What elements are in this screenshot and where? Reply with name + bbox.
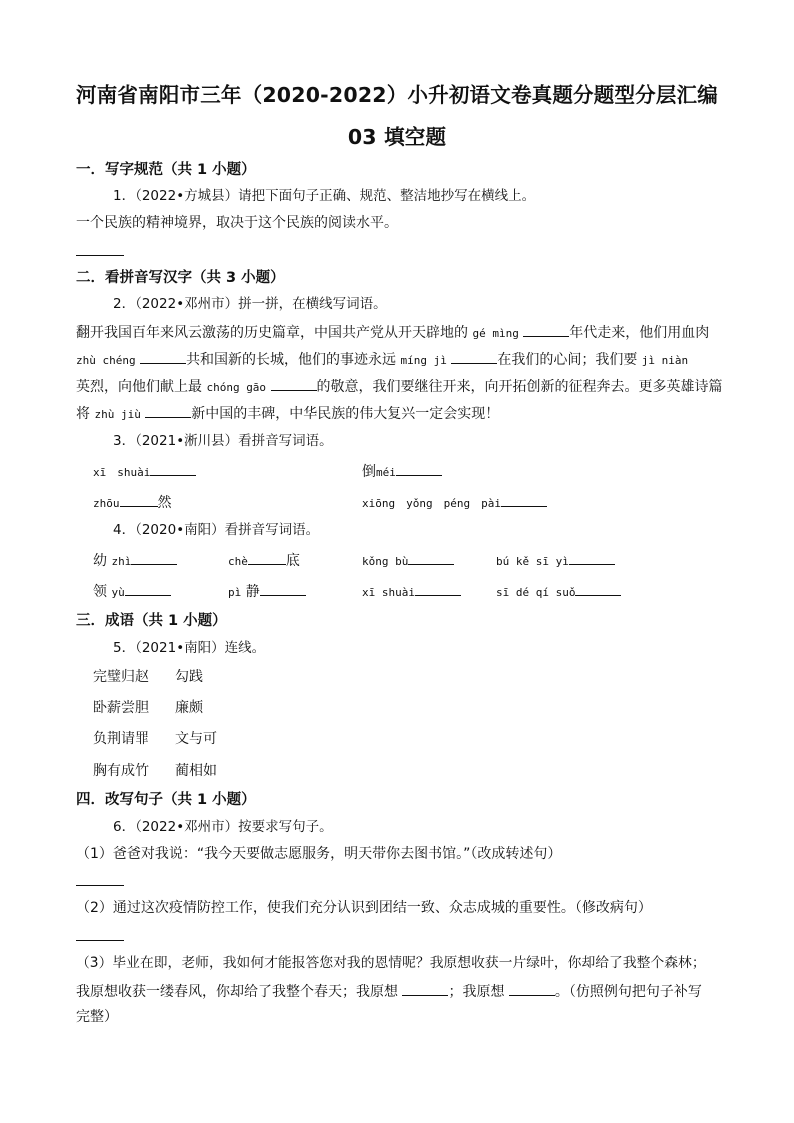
q4-item-c — [362, 550, 454, 572]
question-5-head: 5．（2021•南阳）连线。 — [113, 640, 266, 656]
answer-blank[interactable] — [131, 550, 177, 565]
answer-blank[interactable] — [150, 461, 196, 476]
document-title: 河南省南阳市三年（2020-2022）小升初语文卷真题分题型分层汇编 — [76, 83, 718, 107]
pinyin-label: yù — [111, 586, 125, 599]
question-1-head: 1．（2022•方城县）请把下面句子正确、规范、整洁地抄写在横线上。 — [113, 188, 536, 204]
pinyin-label: míng jì — [400, 354, 447, 367]
question-6-part-1: （1）爸爸对我说：“我今天要做志愿服务，明天带你去图书馆。”（改成转述句） — [76, 846, 562, 862]
pinyin-label: chóng gāo — [206, 381, 267, 394]
q2-text: 共和国新的长城，他们的事迹永远 — [186, 352, 397, 368]
idiom-left-3[interactable]: 负荆请罪 — [93, 731, 149, 747]
question-6-part-3-line-2 — [76, 981, 702, 1002]
pinyin-label: zhù jiù — [94, 408, 141, 421]
answer-blank[interactable] — [575, 581, 621, 596]
question-2-line-2 — [76, 349, 688, 371]
q3-item-d — [362, 492, 547, 514]
document-subtitle: 03 填空题 — [347, 125, 447, 149]
answer-blank[interactable] — [140, 349, 186, 364]
q4-item-e — [93, 581, 171, 603]
hanzi-prefix: 倒 — [362, 464, 376, 480]
hanzi-prefix: 领 — [93, 584, 107, 600]
question-2-line-4 — [76, 403, 499, 425]
q2-text: 年代走来，他们用血肉 — [569, 325, 710, 341]
answer-line-6-1[interactable] — [76, 885, 124, 886]
answer-blank[interactable] — [569, 550, 615, 565]
q4-item-f — [228, 581, 306, 603]
section-heading-3: 三．成语（共 1 小题） — [76, 613, 227, 629]
question-2-line-1 — [76, 322, 709, 344]
question-3-head: 3．（2021•淅川县）看拼音写词语。 — [113, 433, 333, 449]
q3-item-b — [362, 461, 442, 483]
q2-text: 将 — [76, 406, 90, 422]
q4-item-h — [496, 581, 621, 603]
pinyin-label: bú kě sī yì — [496, 555, 569, 568]
q2-text: 英烈，向他们献上最 — [76, 379, 202, 395]
question-2-line-3 — [76, 376, 723, 398]
answer-blank[interactable] — [271, 376, 317, 391]
answer-blank[interactable] — [415, 581, 461, 596]
q6-text: ；我原想 — [448, 984, 505, 1000]
section-heading-1: 一．写字规范（共 1 小题） — [76, 162, 256, 178]
question-6-part-2: （2）通过这次疫情防控工作，使我们充分认识到团结一致、众志成城的重要性。（修改病句） — [76, 900, 652, 916]
question-4-head: 4．（2020•南阳）看拼音写词语。 — [113, 522, 320, 538]
q2-text: 的敬意，我们要继往开来，向开拓创新的征程奔去。更多英雄诗篇 — [316, 379, 723, 395]
hanzi-suffix: 然 — [157, 495, 172, 511]
q4-item-a — [93, 550, 177, 572]
q6-text: 。（仿照例句把句子补写 — [554, 984, 702, 1000]
pinyin-label: zhì — [111, 555, 132, 568]
pinyin-label: pì — [228, 586, 242, 599]
answer-blank[interactable] — [451, 349, 497, 364]
q3-item-a — [93, 461, 196, 483]
q6-text: 我原想收获一缕春风，你却给了我整个春天；我原想 — [76, 984, 398, 1000]
q2-text: 新中国的丰碑，中华民族的伟大复兴一定会实现！ — [191, 406, 500, 422]
pinyin-label: xī shuài — [93, 466, 151, 479]
pinyin-label: xī shuài — [362, 586, 415, 599]
answer-blank[interactable] — [408, 550, 454, 565]
q3-item-c — [93, 492, 172, 514]
q2-text: 在我们的心间；我们要 — [497, 352, 638, 368]
hanzi-prefix: 幼 — [93, 553, 107, 569]
pinyin-label: zhù chéng — [76, 354, 136, 367]
q4-item-g — [362, 581, 461, 603]
answer-blank[interactable] — [523, 322, 569, 337]
pinyin-label: gé mìng — [472, 327, 519, 340]
answer-line-1[interactable] — [76, 255, 124, 256]
idiom-right-2[interactable]: 廉颇 — [175, 700, 203, 716]
question-6-part-3-line-3: 完整） — [76, 1009, 118, 1025]
question-6-head: 6．（2022•邓州市）按要求写句子。 — [113, 819, 333, 835]
section-heading-4: 四．改写句子（共 1 小题） — [76, 792, 256, 808]
answer-blank[interactable] — [396, 461, 442, 476]
pinyin-label: zhōu — [93, 497, 120, 510]
hanzi-suffix: 底 — [285, 553, 300, 569]
answer-blank[interactable] — [260, 581, 306, 596]
answer-blank[interactable] — [145, 403, 191, 418]
question-6-part-3-line-1: （3）毕业在即，老师，我如何才能报答您对我的恩情呢？我原想收获一片绿叶，你却给了我整个森林； — [76, 955, 706, 971]
pinyin-label: jì niàn — [641, 354, 689, 367]
section-heading-2: 二．看拼音写汉字（共 3 小题） — [76, 270, 285, 286]
idiom-right-3[interactable]: 文与可 — [175, 731, 217, 747]
pinyin-label: chè — [228, 555, 248, 568]
q4-item-d — [496, 550, 615, 572]
idiom-left-2[interactable]: 卧薪尝胆 — [93, 700, 149, 716]
pinyin-label: kǒng bù — [362, 555, 409, 568]
answer-blank[interactable] — [509, 981, 555, 996]
q2-text: 翻开我国百年来风云激荡的历史篇章，中国共产党从开天辟地的 — [76, 325, 468, 341]
answer-blank[interactable] — [120, 492, 158, 507]
q4-item-b — [228, 550, 300, 572]
idiom-left-4[interactable]: 胸有成竹 — [93, 763, 149, 779]
answer-blank[interactable] — [248, 550, 286, 565]
idiom-right-1[interactable]: 勾践 — [175, 669, 203, 685]
pinyin-label: sī dé qí suǒ — [496, 586, 576, 599]
answer-blank[interactable] — [125, 581, 171, 596]
answer-blank[interactable] — [501, 492, 547, 507]
pinyin-label: méi — [376, 466, 396, 479]
idiom-right-4[interactable]: 蔺相如 — [175, 763, 217, 779]
hanzi-suffix: 静 — [245, 584, 260, 600]
pinyin-label: xiōng yǒng péng pài — [362, 497, 501, 510]
answer-line-6-2[interactable] — [76, 940, 124, 941]
answer-blank[interactable] — [402, 981, 448, 996]
question-2-head: 2．（2022•邓州市）拼一拼，在横线写词语。 — [113, 296, 387, 312]
question-1-text: 一个民族的精神境界，取决于这个民族的阅读水平。 — [76, 215, 398, 231]
idiom-left-1[interactable]: 完璧归赵 — [93, 669, 149, 685]
